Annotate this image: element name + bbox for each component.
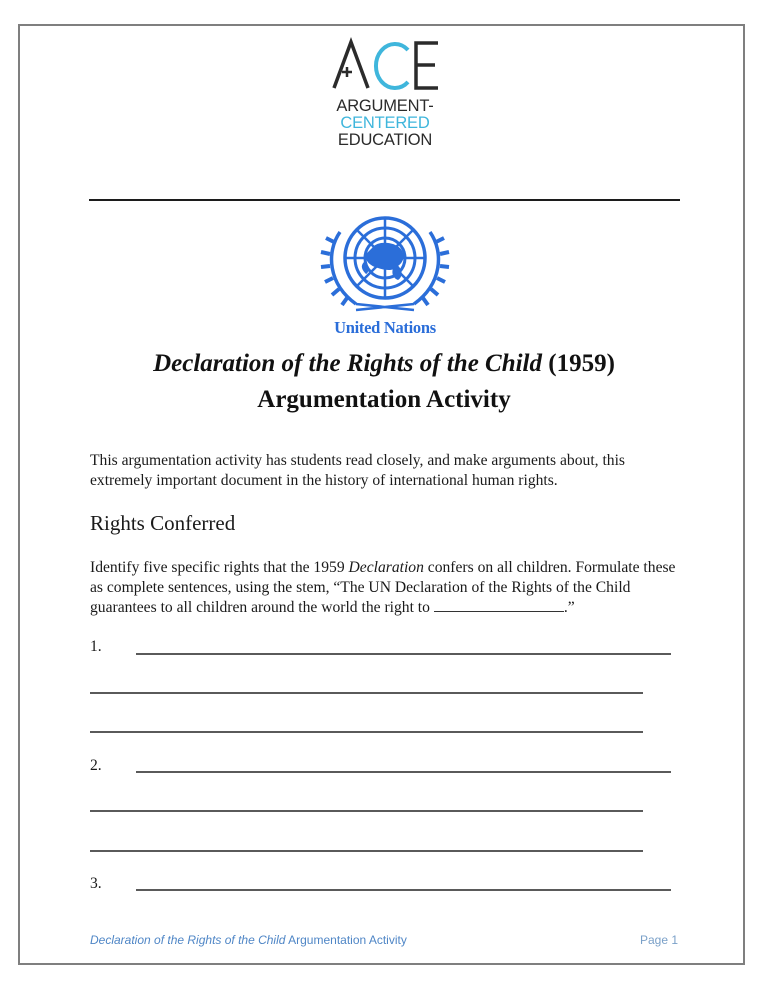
un-caption: United Nations <box>334 318 436 337</box>
answer-line-2a[interactable] <box>136 771 671 773</box>
title-italic: Declaration of the Rights of the Child <box>153 350 543 377</box>
header-divider <box>89 199 680 201</box>
ace-mark <box>300 36 470 98</box>
item-number-1: 1. <box>90 638 102 655</box>
title-year: (1959) <box>548 350 615 377</box>
answer-line-3a[interactable] <box>136 889 671 891</box>
instructions-part1: Identify five specific rights that the 1959 <box>90 559 349 576</box>
un-emblem-icon <box>320 212 450 316</box>
page-label: Page <box>640 933 669 947</box>
ace-line-argument: ARGUMENT- <box>336 97 434 115</box>
item-number-2: 2. <box>90 757 102 774</box>
page-number: 1 <box>671 933 679 947</box>
page-border <box>18 24 745 965</box>
intro-paragraph: This argumentation activity has students read closely, and make arguments about, this extremely important document in the history of international human rights. <box>90 452 625 489</box>
footer-title <box>90 933 407 947</box>
answer-line-1a[interactable] <box>136 653 671 655</box>
document-title <box>60 350 708 378</box>
ace-logo <box>300 36 470 149</box>
answer-line-1b[interactable] <box>90 692 643 694</box>
inline-blank <box>434 597 564 612</box>
ace-line-centered: CENTERED <box>340 114 430 132</box>
document-subtitle: Argumentation Activity <box>257 386 511 413</box>
ace-wordmark <box>300 98 470 149</box>
section-heading: Rights Conferred <box>90 511 236 535</box>
ace-line-education: EDUCATION <box>337 131 433 149</box>
answer-line-2b[interactable] <box>90 810 643 812</box>
footer-title-rest: Argumentation Activity <box>285 933 407 947</box>
footer-title-italic: Declaration of the Rights of the Child <box>90 933 286 947</box>
instructions-part2: confers on all children. Formulate these as complete sentences, using the stem, “The UN Declaration of the Rights of the Child guarantees to all children around the world the right to <box>90 559 676 616</box>
answer-line-2c[interactable] <box>90 850 643 852</box>
instructions-part3: .” <box>563 599 575 616</box>
answer-line-1c[interactable] <box>90 731 643 733</box>
footer-page-number <box>640 933 678 947</box>
instructions-italic: Declaration <box>348 559 424 576</box>
instructions-paragraph <box>90 558 690 618</box>
item-number-3: 3. <box>90 875 102 892</box>
ace-letters-icon <box>300 36 470 98</box>
